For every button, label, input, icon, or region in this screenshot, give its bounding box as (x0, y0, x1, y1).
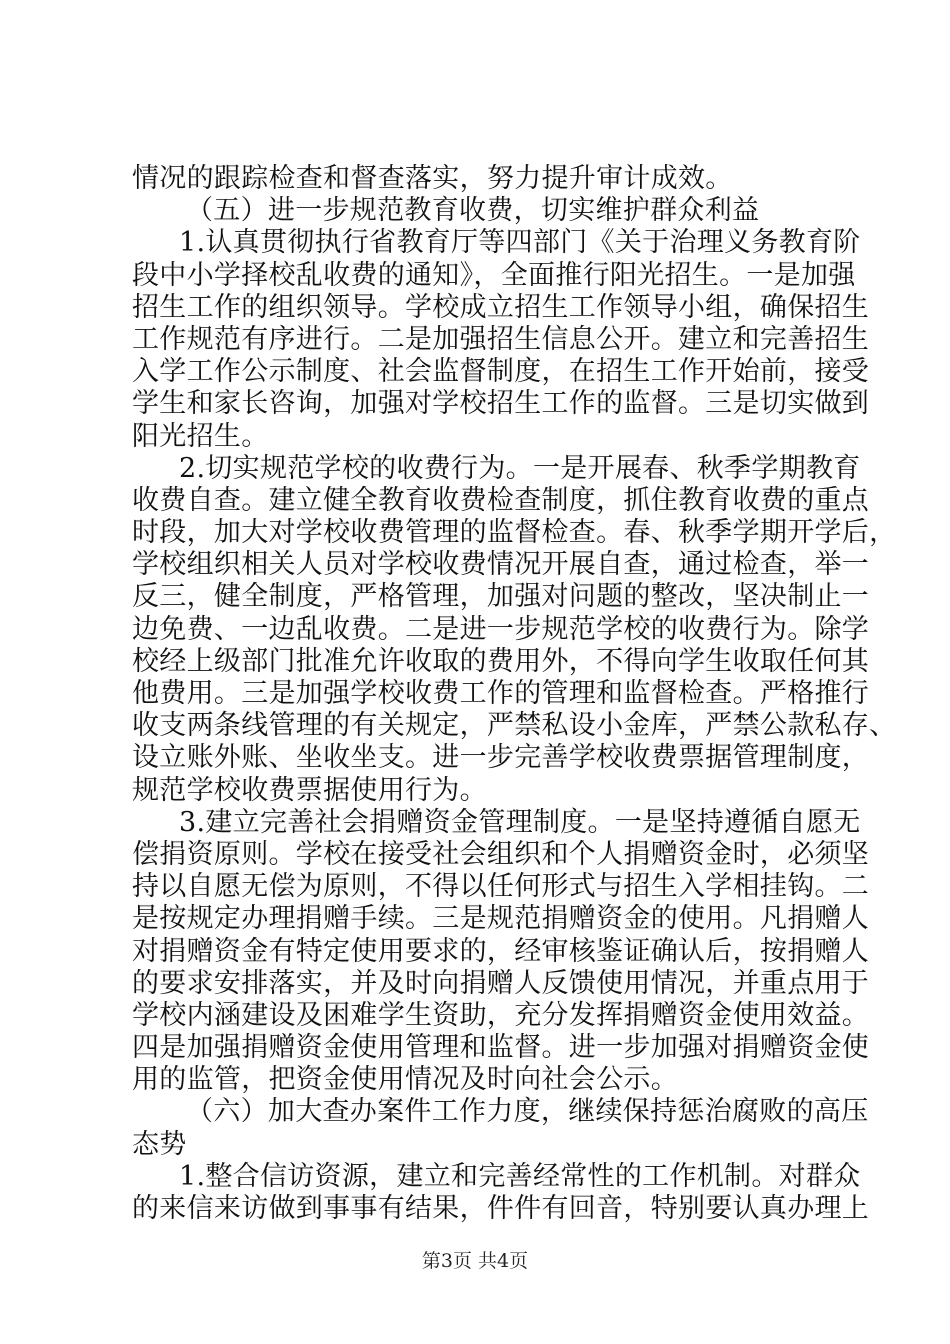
text-line: 设立账外账、坐收坐支。进一步完善学校收费票据管理制度， (132, 742, 870, 774)
text-line: 的要求安排落实，并及时向捐赠人反馈使用情况，并重点用于 (132, 967, 870, 999)
text-line: 阳光招生。 (132, 420, 269, 452)
text-line: 偿捐资原则。学校在接受社会组织和个人捐赠资金时，必须坚 (132, 838, 870, 870)
text-line: 反三，健全制度，严格管理，加强对问题的整改，坚决制止一 (132, 581, 870, 613)
text-line: 学校组织相关人员对学校收费情况开展自查，通过检查，举一 (132, 549, 870, 581)
text-line: 工作规范有序进行。二是加强招生信息公开。建立和完善招生 (132, 323, 870, 355)
text-line: 1.认真贯彻执行省教育厅等四部门《关于治理义务教育阶 (179, 227, 861, 259)
text-line: 招生工作的组织领导。学校成立招生工作领导小组，确保招生 (132, 291, 870, 323)
text-line: 学校内涵建设及困难学生资助，充分发挥捐赠资金使用效益。 (132, 999, 870, 1031)
text-line: 他费用。三是加强学校收费工作的管理和监督检查。严格推行 (132, 678, 870, 709)
page-footer: 第3页 共4页 (421, 1250, 529, 1272)
text-line: 边免费、一边乱收费。二是进一步规范学校的收费行为。除学 (132, 613, 870, 645)
text-line: 收支两条线管理的有关规定，严禁私设小金库，严禁公款私存、 (132, 710, 897, 742)
text-line: 收费自查。建立健全教育收费检查制度，抓住教育收费的重点 (132, 484, 870, 516)
text-line: （五）进一步规范教育收费，切实维护群众利益 (186, 195, 760, 227)
text-line: 学生和家长咨询，加强对学校招生工作的监督。三是切实做到 (132, 388, 870, 420)
text-line: 校经上级部门批准允许收取的费用外，不得向学生收取任何其 (132, 645, 870, 677)
text-line: 态势 (132, 1128, 187, 1160)
text-line: 1.整合信访资源，建立和完善经常性的工作机制。对群众 (179, 1160, 861, 1192)
text-line: 3.建立完善社会捐赠资金管理制度。一是坚持遵循自愿无 (179, 806, 861, 838)
text-line: 规范学校收费票据使用行为。 (132, 774, 487, 806)
text-line: 四是加强捐赠资金使用管理和监督。进一步加强对捐赠资金使 (132, 1032, 870, 1064)
text-line: 持以自愿无偿为原则，不得以任何形式与招生入学相挂钩。二 (132, 871, 870, 903)
text-line: 情况的跟踪检查和督查落实，努力提升审计成效。 (132, 163, 733, 194)
text-line: （六）加大查办案件工作力度，继续保持惩治腐败的高压 (186, 1096, 869, 1128)
text-line: 是按规定办理捐赠手续。三是规范捐赠资金的使用。凡捐赠人 (132, 903, 870, 935)
text-line: 2.切实规范学校的收费行为。一是开展春、秋季学期教育 (179, 452, 861, 484)
text-line: 对捐赠资金有特定使用要求的，经审核鉴证确认后，按捐赠人 (132, 935, 870, 967)
text-line: 段中小学择校乱收费的通知》，全面推行阳光招生。一是加强 (132, 259, 856, 291)
body-text (132, 163, 897, 1225)
text-line: 的来信来访做到事事有结果，件件有回音，特别要认真办理上 (132, 1193, 870, 1224)
text-line: 时段，加大对学校收费管理的监督检查。春、秋季学期开学后， (132, 517, 897, 549)
text-line: 入学工作公示制度、社会监督制度，在招生工作开始前，接受 (132, 356, 870, 388)
text-line: 用的监管，把资金使用情况及时向社会公示。 (132, 1064, 678, 1096)
